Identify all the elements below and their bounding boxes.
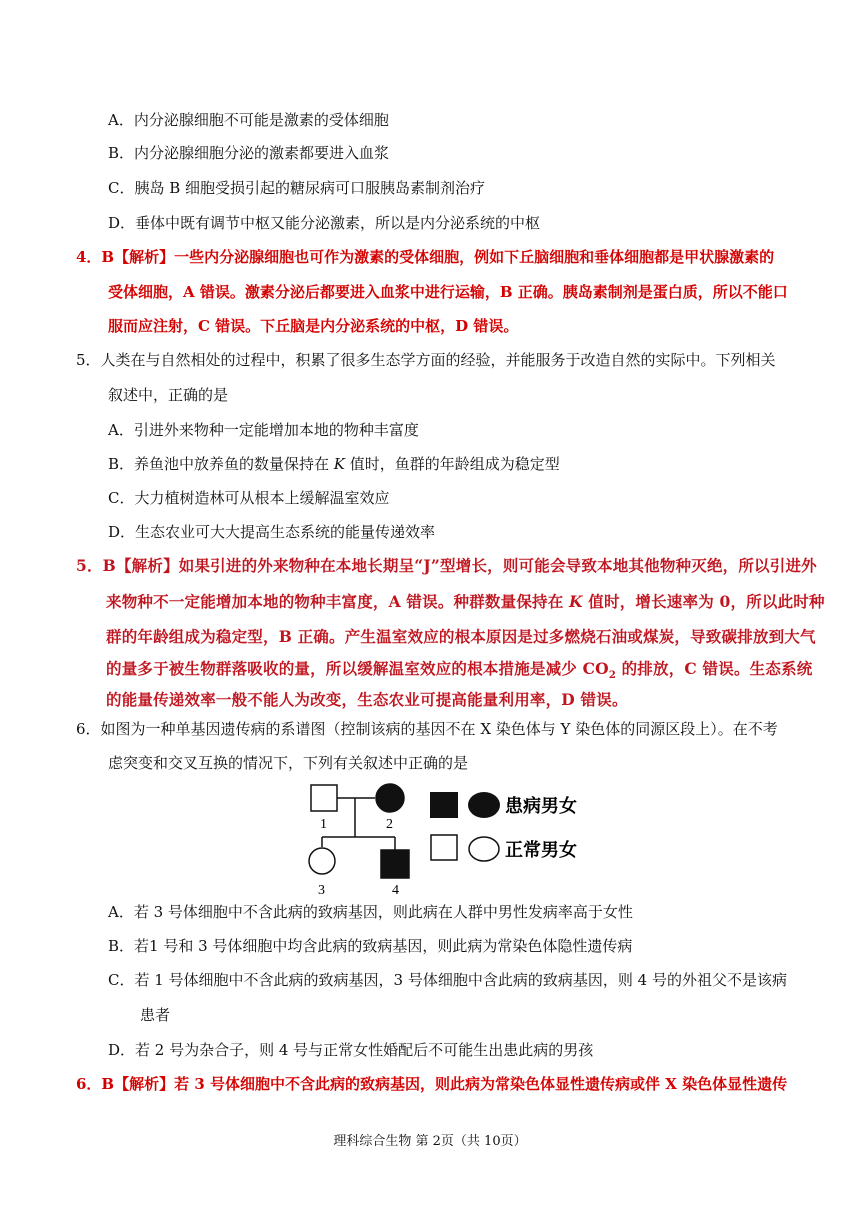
answer-5-line-2-pre: 来物种不一定能增加本地的物种丰富度，A 错误。种群数量保持在	[106, 592, 570, 611]
legend-affected-label: 患病男女	[505, 796, 577, 817]
legend-affected-female-icon	[468, 792, 500, 818]
individual-1-normal-male	[311, 785, 337, 811]
pedigree-figure	[300, 780, 620, 900]
q5-option-b-k: K	[333, 455, 346, 473]
answer-5-line-2	[106, 592, 825, 612]
answer-5-line-4-sub: 2	[608, 670, 617, 682]
individual-3-normal-female	[309, 848, 335, 874]
q3-option-a: A．内分泌腺细胞不可能是激素的受体细胞	[108, 111, 389, 129]
answer-4-line-3: 服而应注射，C 错误。下丘脑是内分泌系统的中枢，D 错误。	[108, 317, 519, 335]
q6-option-d: D．若 2 号为杂合子，则 4 号与正常女性婚配后不可能生出患此病的男孩	[108, 1041, 594, 1059]
q6-option-c-line-1: C．若 1 号体细胞中不含此病的致病基因，3 号体细胞中含此病的致病基因，则 4 号的外祖父不是该病	[108, 971, 787, 989]
answer-4-line-1: 4．B【解析】一些内分泌腺细胞也可作为激素的受体细胞，例如下丘脑细胞和垂体细胞都是甲状腺激素的	[76, 248, 775, 266]
page-footer: 理科综合生物 第 2页（共 10页）	[333, 1134, 527, 1149]
legend-normal-label: 正常男女	[505, 840, 577, 861]
answer-5-line-3: 群的年龄组成为稳定型，B 正确。产生温室效应的根本原因是过多燃烧石油或煤炭，导致碳排放到大气	[106, 627, 816, 646]
label-4: 4	[392, 883, 399, 898]
answer-5-line-2-post: 值时，增长速率为 0，所以此时种	[582, 592, 825, 611]
label-3: 3	[318, 883, 325, 898]
legend-normal-female-icon	[469, 837, 499, 861]
q5-stem-line-2: 叙述中，正确的是	[108, 386, 229, 404]
q3-option-b: B．内分泌腺细胞分泌的激素都要进入血浆	[108, 144, 390, 162]
individual-2-affected-female	[376, 784, 404, 812]
label-1: 1	[320, 817, 327, 832]
answer-4-line-2: 受体细胞，A 错误。激素分泌后都要进入血浆中进行运输，B 正确。胰岛素制剂是蛋白质，所以不能口	[108, 283, 788, 301]
answer-5-line-5: 的能量传递效率一般不能人为改变，生态农业可提高能量利用率，D 错误。	[106, 690, 628, 709]
q5-option-d: D．生态农业可大大提高生态系统的能量传递效率	[108, 523, 436, 541]
q3-option-c: C．胰岛 B 细胞受损引起的糖尿病可口服胰岛素制剂治疗	[108, 179, 486, 197]
label-2: 2	[386, 817, 393, 832]
q5-stem-line-1: 5．人类在与自然相处的过程中，积累了很多生态学方面的经验，并能服务于改造自然的实际中。下列相关	[76, 351, 776, 369]
answer-5-line-4-post: 的排放，C 错误。生态系统	[616, 659, 813, 678]
q3-option-d: D．垂体中既有调节中枢又能分泌激素，所以是内分泌系统的中枢	[108, 214, 541, 232]
q6-option-c-line-2: 患者	[140, 1006, 171, 1024]
answer-5-line-1: 5．B【解析】如果引进的外来物种在本地长期呈“J”型增长，则可能会导致本地其他物种灭绝，所以引进外	[76, 556, 817, 575]
q5-option-b	[108, 454, 560, 474]
answer-5-line-2-k: K	[569, 592, 583, 611]
answer-5-line-4	[106, 659, 812, 686]
legend-affected-male-icon	[430, 792, 458, 818]
q5-option-b-post: 值时，鱼群的年龄组成为稳定型	[345, 455, 560, 473]
q5-option-a: A．引进外来物种一定能增加本地的物种丰富度	[108, 421, 419, 439]
q5-option-c: C．大力植树造林可从根本上缓解温室效应	[108, 489, 390, 507]
q5-option-b-pre: B．养鱼池中放养鱼的数量保持在	[108, 455, 334, 473]
q6-option-a: A．若 3 号体细胞中不含此病的致病基因，则此病在人群中男性发病率高于女性	[108, 903, 633, 921]
q6-stem-line-1: 6．如图为一种单基因遗传病的系谱图（控制该病的基因不在 X 染色体与 Y 染色体的同源区段上）。在不考	[76, 720, 778, 738]
individual-4-affected-male	[381, 850, 409, 878]
q6-stem-line-2: 虑突变和交叉互换的情况下，下列有关叙述中正确的是	[108, 754, 469, 772]
answer-6-line-1: 6．B【解析】若 3 号体细胞中不含此病的致病基因，则此病为常染色体显性遗传病或伴 X 染色体显性遗传	[76, 1075, 788, 1093]
legend-normal-male-icon	[431, 835, 457, 860]
q6-option-b: B．若1 号和 3 号体细胞中均含此病的致病基因，则此病为常染色体隐性遗传病	[108, 937, 633, 955]
answer-5-line-4-pre: 的量多于被生物群落吸收的量，所以缓解温室效应的根本措施是减少 CO	[106, 659, 609, 678]
